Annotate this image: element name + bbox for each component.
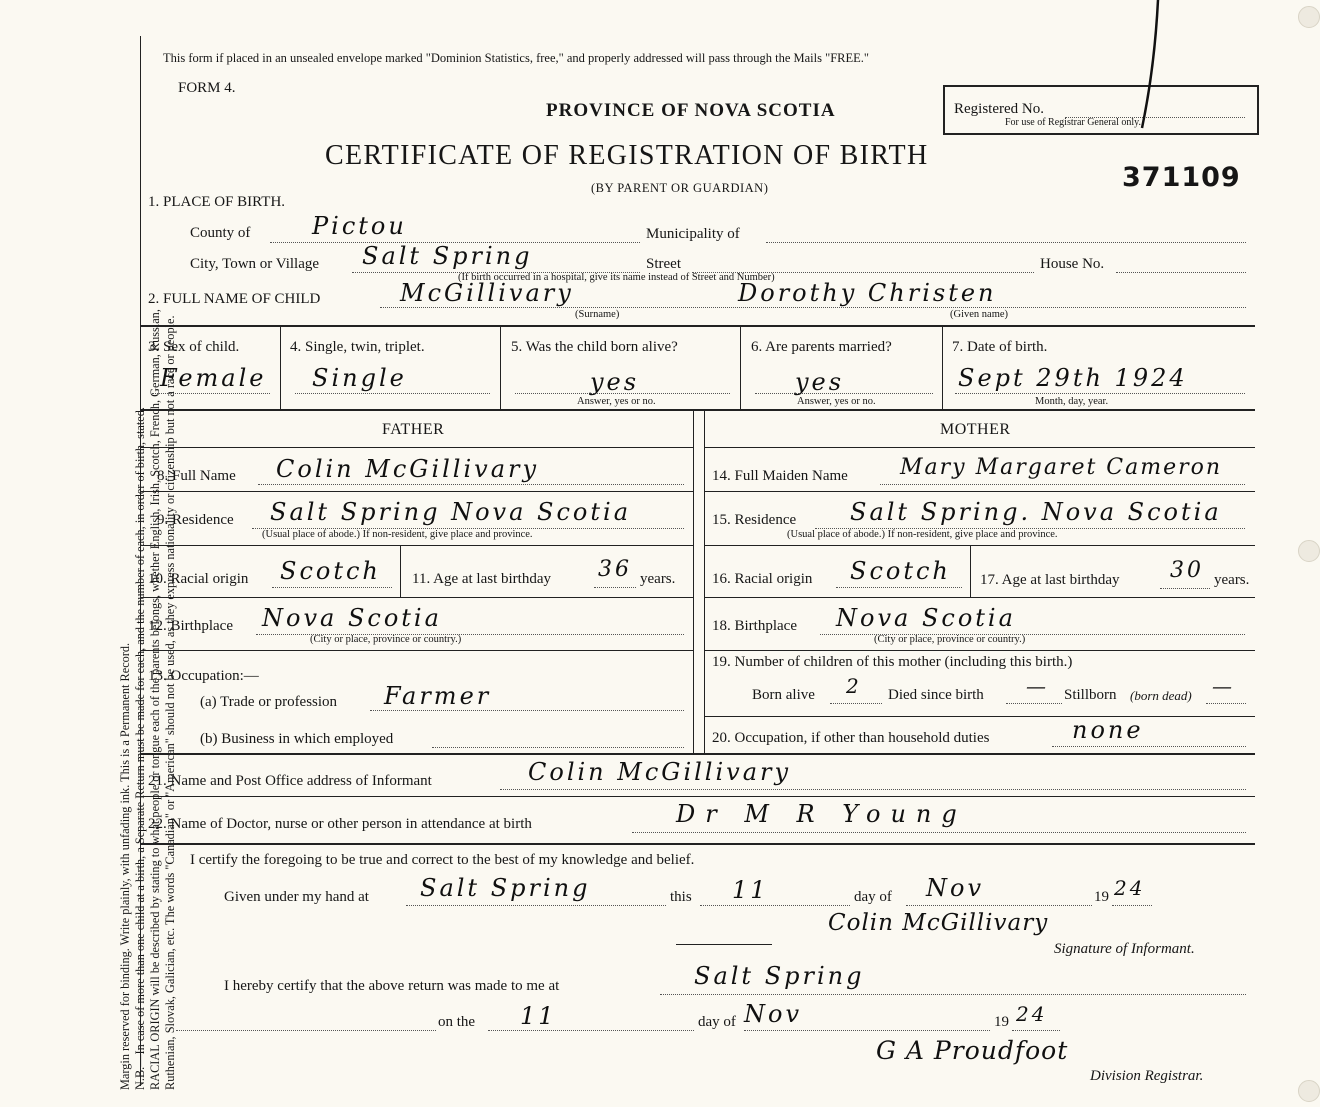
form-number: FORM 4. [178,80,236,96]
attendant-label: 22. Name of Doctor, nurse or other person in attendance at birth [148,816,532,832]
trade-value: Farmer [384,682,492,710]
fill-line [1160,588,1210,589]
fill-line [1116,272,1246,273]
given-month-value: Nov [926,874,985,902]
registrar-signature: G A Proudfoot [876,1036,1069,1065]
answer-note: Answer, yes or no. [577,396,656,407]
registrar-day-value: 11 [520,1002,557,1030]
informant-value: Colin McGillivary [528,758,792,786]
stillborn-value: — [1212,674,1235,698]
pen-stroke-mark [1100,0,1170,130]
year-prefix: 19 [1094,889,1109,905]
father-race-label: 10. Racial origin [148,571,249,587]
row-rule [140,447,693,448]
punch-hole [1298,1080,1320,1102]
years-label: years. [1214,572,1250,588]
given-name-note: (Given name) [950,309,1009,320]
given-under-hand-label: Given under my hand at [224,889,369,905]
died-since-birth-value: — [1026,674,1049,698]
row-rule [704,447,1255,448]
stillborn-label: Stillborn [1064,687,1117,703]
fill-line [432,747,684,748]
registrar-certification-statement: I hereby certify that the above return was made to me at [224,978,560,994]
fill-line [1006,703,1062,704]
cell-divider [740,325,741,409]
row-rule [140,597,693,598]
child-surname-value: McGillivary [400,279,574,307]
municipality-label: Municipality of [646,226,740,242]
county-value: Pictou [312,212,407,240]
mother-age-value: 30 [1170,558,1204,583]
fill-line [1052,746,1246,747]
died-since-birth-label: Died since birth [888,687,984,703]
given-day-value: 11 [732,876,769,904]
row-rule [704,650,1255,651]
date-of-birth-value: Sept 29th 1924 [958,364,1188,392]
fill-line [295,393,490,394]
fill-line [700,905,850,906]
signature-of-informant-label: Signature of Informant. [1054,941,1195,957]
registrar-year-prefix: 19 [994,1014,1009,1030]
fill-line [152,393,270,394]
registrar-year-value: 24 [1016,1002,1048,1026]
margin-line: RACIAL ORIGIN will be described by stating to what people or tongue each of the parents belongs, whether English, Irish, Scotch, French, German, Russian, [148,309,162,1090]
mail-note: This form if placed in an unsealed envelope marked "Dominion Statistics, free," and properly addressed will pass through the Mails "FREE." [163,51,870,65]
column-divider [693,409,694,753]
trade-label: (a) Trade or profession [200,694,338,710]
city-label: City, Town or Village [190,256,320,272]
row-rule [704,545,1255,546]
row-rule [140,491,693,492]
place-of-birth-label: 1. PLACE OF BIRTH. [148,194,286,210]
sex-label: 3. Sex of child. [148,339,240,355]
punch-hole [1298,6,1320,28]
date-note: Month, day, year. [1035,396,1109,407]
mother-birthplace-value: Nova Scotia [836,604,1016,632]
mother-age-label: 17. Age at last birthday [980,572,1120,588]
abode-note: (Usual place of abode.) If non-resident, give place and province. [787,529,1058,540]
given-place-value: Salt Spring [420,874,591,902]
column-divider [704,409,705,753]
children-count-label: 19. Number of children of this mother (including this birth.) [712,654,1073,670]
born-alive-value: yes [590,368,640,396]
informant-certification-statement: I certify the foregoing to be true and correct to the best of my knowledge and belief. [190,852,695,868]
fill-line [406,905,666,906]
born-alive-label: 5. Was the child born alive? [511,339,678,355]
child-given-name-value: Dorothy Christen [738,279,997,307]
attendant-value: Dr M R Young [676,800,967,828]
father-race-value: Scotch [280,557,381,585]
registrar-place-value: Salt Spring [694,962,865,990]
mother-name-label: 14. Full Maiden Name [712,468,848,484]
fill-line [380,307,1246,308]
section-rule [140,409,1255,411]
answer-note: Answer, yes or no. [797,396,876,407]
father-name-label: 8. Full Name [157,468,236,484]
fill-line [594,587,636,588]
mother-residence-label: 15. Residence [712,512,797,528]
fill-line [632,832,1246,833]
business-label: (b) Business in which employed [200,731,394,747]
province-heading: PROVINCE OF NOVA SCOTIA [546,100,836,121]
margin-line: Margin reserved for binding. Write plainly, with unfading ink. This is a Permanent Record. [118,642,132,1090]
fill-line [1206,703,1246,704]
registrar-note: For use of Registrar General only. [1005,117,1141,128]
fill-line [488,1030,694,1031]
child-name-label: 2. FULL NAME OF CHILD [148,291,321,307]
fill-line [500,789,1246,790]
born-alive-count-value: 2 [846,674,862,698]
plurality-label: 4. Single, twin, triplet. [290,339,425,355]
fill-line [660,994,1246,995]
father-birthplace-value: Nova Scotia [262,604,442,632]
registrar-day-of-label: day of [698,1014,736,1030]
cell-divider [942,325,943,409]
sex-value: Female [160,364,267,392]
margin-line: Ruthenian, Slovak, Galician, etc. The words "Canadian" or "American" should not be used, as they express nationality or citizenship but not a race or people. [163,315,177,1090]
punch-hole [1298,540,1320,562]
section-rule [140,843,1255,845]
mother-occupation-label: 20. Occupation, if other than household duties [712,730,990,746]
registered-label: Registered No. [954,101,1044,117]
father-birthplace-label: 12. Birthplace [148,618,233,634]
house-no-label: House No. [1040,256,1105,272]
fill-line [744,1030,990,1031]
fill-line [836,587,962,588]
street-label: Street [646,256,681,272]
row-rule [140,650,693,651]
fill-line [830,703,882,704]
mother-name-value: Mary Margaret Cameron [900,455,1223,480]
fill-line [258,484,684,485]
margin-instructions [118,30,178,1090]
county-label: County of [190,225,251,241]
fill-line [906,905,1092,906]
cell-divider [280,325,281,409]
cell-divider [500,325,501,409]
fill-line [955,393,1245,394]
parents-married-label: 6. Are parents married? [751,339,892,355]
city-note: (City or place, province or country.) [310,634,462,645]
fill-line [176,1030,436,1031]
father-age-label: 11. Age at last birthday [412,571,551,587]
row-rule [140,545,693,546]
row-rule [140,796,1255,797]
informant-signature: Colin McGillivary [828,910,1049,936]
page-subtitle: (BY PARENT OR GUARDIAN) [591,181,769,195]
parents-married-value: yes [795,368,845,396]
fill-line [766,242,1246,243]
on-the-label: on the [438,1014,476,1030]
hospital-note: (If birth occurred in a hospital, give its name instead of Street and Number) [458,272,775,283]
years-label: years. [640,571,676,587]
mother-birthplace-label: 18. Birthplace [712,618,797,634]
surname-note: (Surname) [575,309,620,320]
father-heading: FATHER [382,421,445,438]
cell-divider [400,545,401,597]
registered-number-stamp: 371109 [1122,162,1241,193]
city-note: (City or place, province or country.) [874,634,1026,645]
signature-rule [676,944,772,945]
informant-label: 21. Name and Post Office address of Informant [148,773,432,789]
stillborn-note: (born dead) [1130,688,1192,703]
day-of-label: day of [854,889,892,905]
born-alive-count-label: Born alive [752,687,815,703]
section-rule [140,325,1255,327]
given-year-value: 24 [1114,876,1146,900]
father-occupation-label: 13. Occupation:— [148,668,259,684]
row-rule [704,597,1255,598]
row-rule [704,491,1255,492]
fill-line [370,710,684,711]
fill-line [1012,1030,1060,1031]
cell-divider [970,545,971,597]
this-label: this [670,889,692,905]
margin-line: N.B.—In case of more than one child at a birth, a Separate Return must be made for each, and the number of each, in order of birth, stated. [133,407,147,1090]
mother-heading: MOTHER [940,421,1011,438]
mother-residence-value: Salt Spring. Nova Scotia [850,498,1222,526]
fill-line [880,484,1245,485]
father-age-value: 36 [598,557,632,582]
father-residence-value: Salt Spring Nova Scotia [270,498,632,526]
form-left-border [140,36,141,1086]
city-value: Salt Spring [362,242,533,270]
registrar-month-value: Nov [744,1000,803,1028]
fill-line [1112,905,1152,906]
abode-note: (Usual place of abode.) If non-resident, give place and province. [262,529,533,540]
mother-occupation-value: none [1072,716,1144,744]
page-title: CERTIFICATE OF REGISTRATION OF BIRTH [325,140,929,171]
row-rule [704,716,1255,717]
mother-race-value: Scotch [850,557,951,585]
plurality-value: Single [312,364,407,392]
fill-line [272,587,392,588]
mother-race-label: 16. Racial origin [712,571,813,587]
date-of-birth-label: 7. Date of birth. [952,339,1048,355]
father-name-value: Colin McGillivary [276,455,540,483]
division-registrar-label: Division Registrar. [1090,1068,1204,1084]
section-rule [140,753,1255,755]
father-residence-label: 9. Residence [157,512,234,528]
